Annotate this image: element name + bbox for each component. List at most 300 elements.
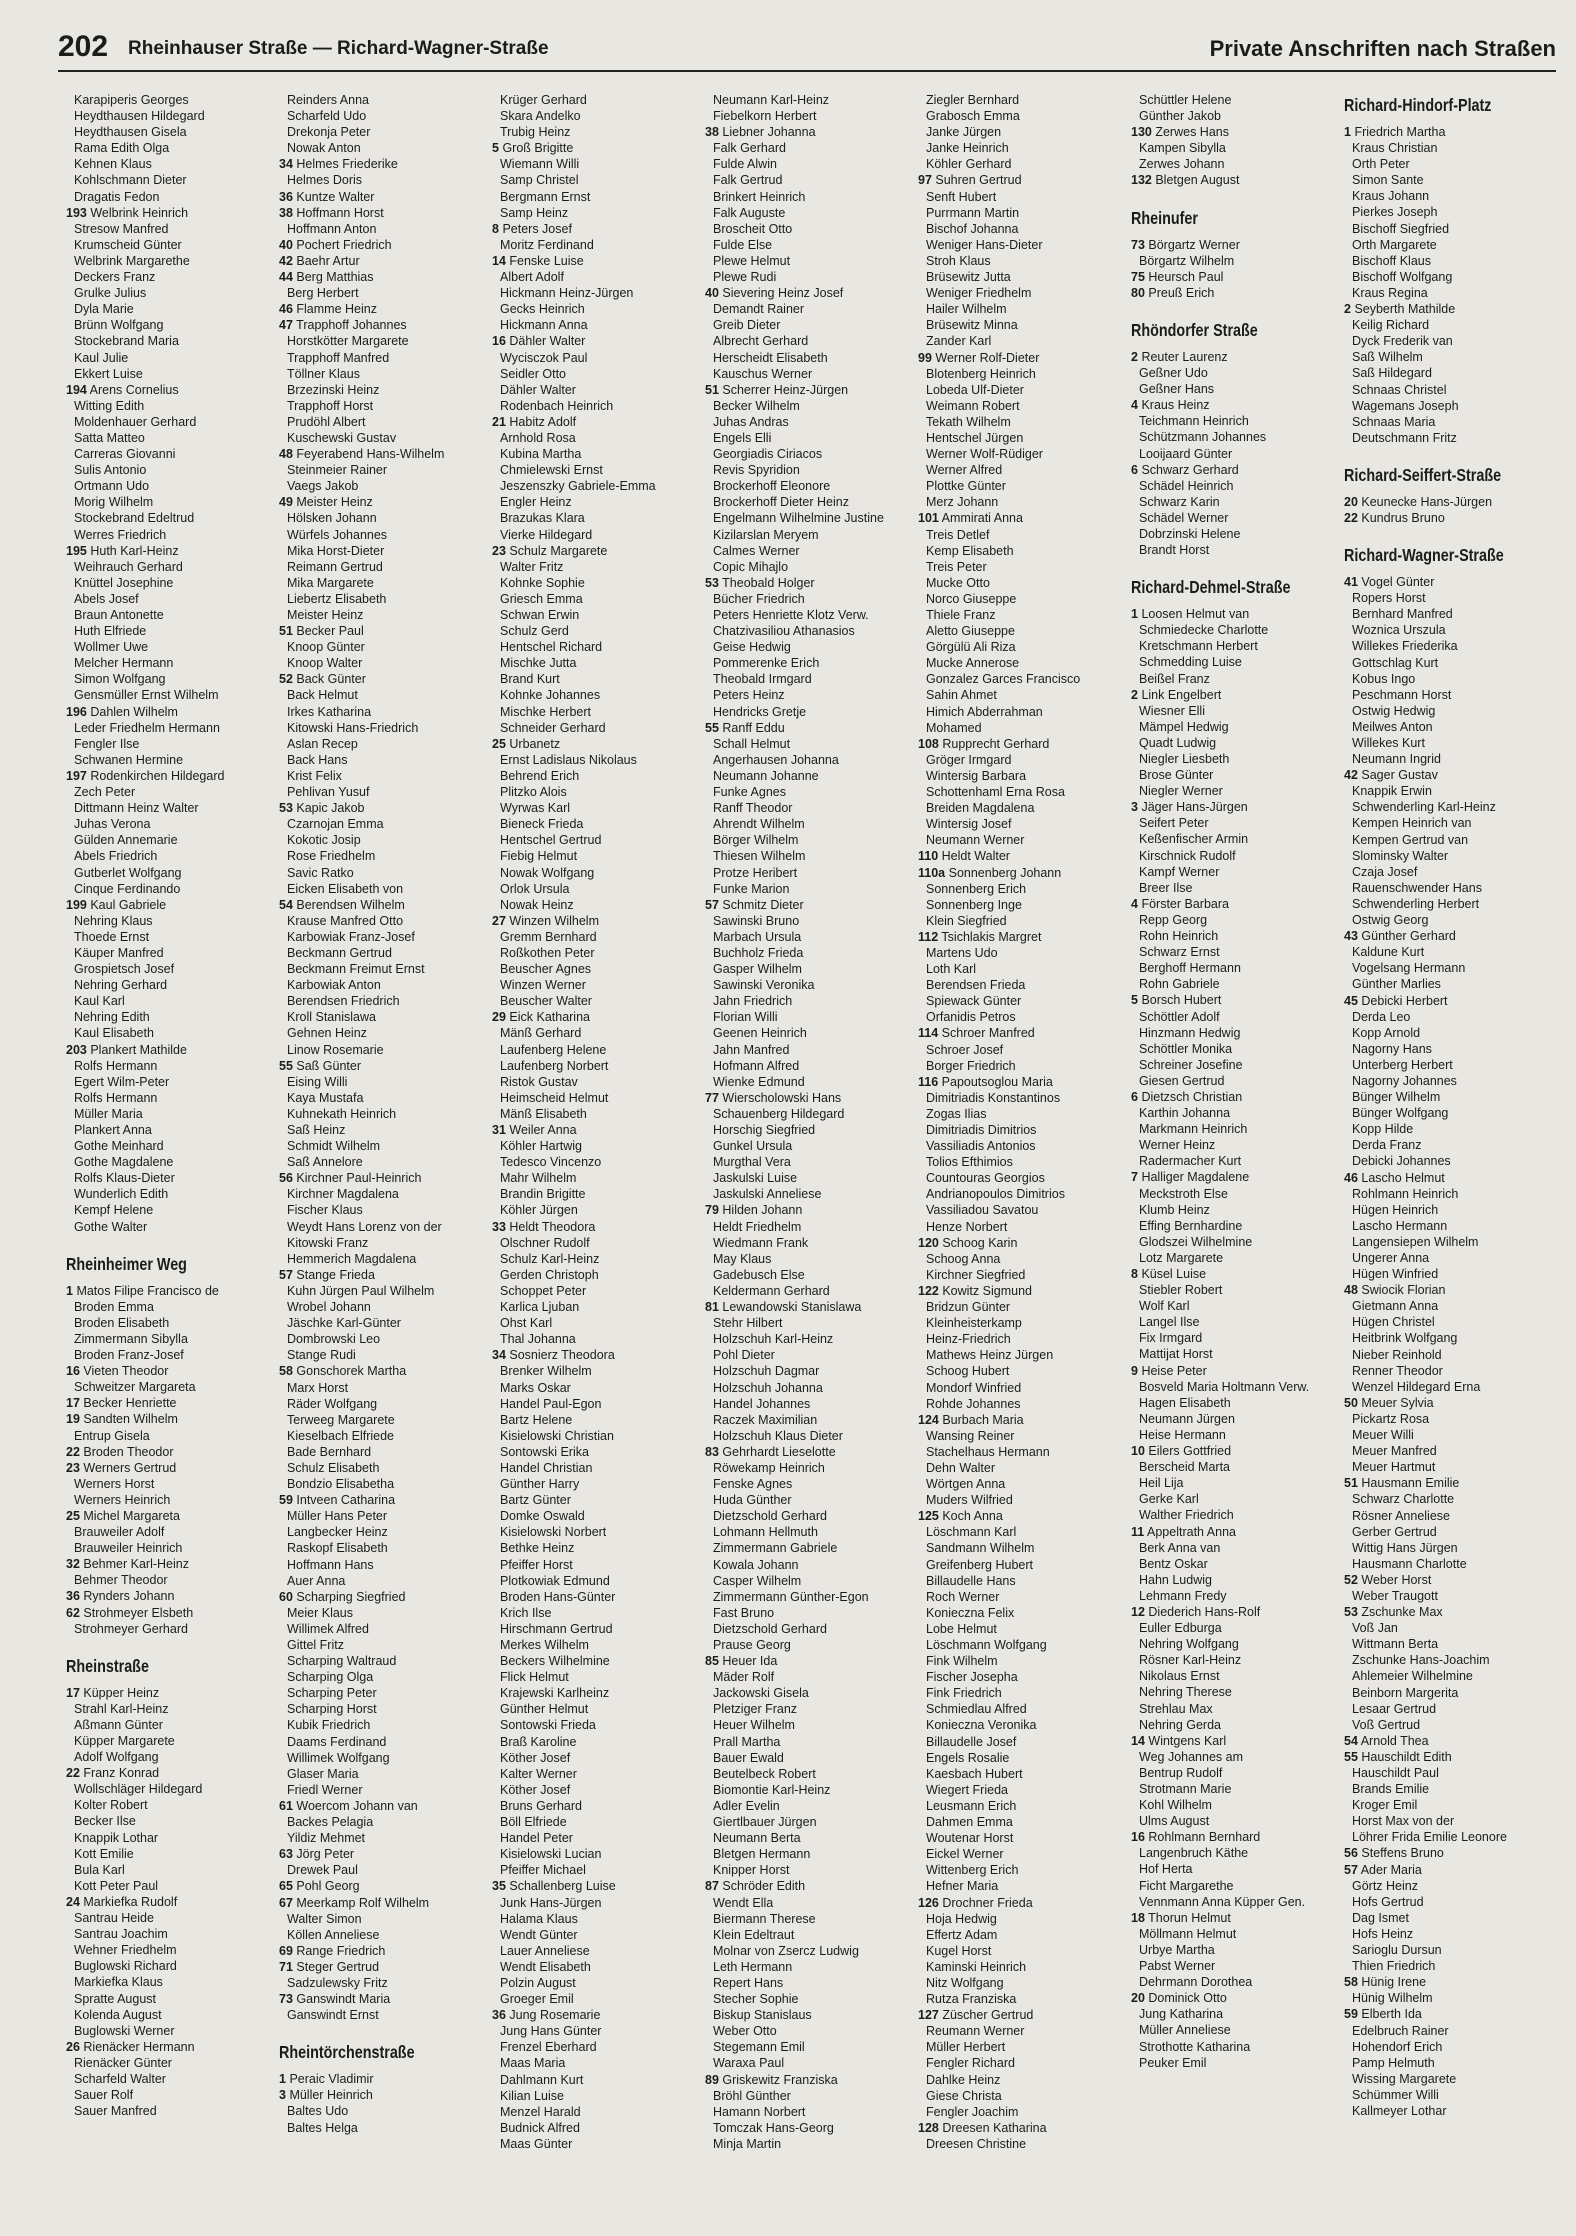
resident-name: Röwekamp Heinrich	[713, 1460, 825, 1475]
resident-name: Stachelhaus Hermann	[926, 1444, 1050, 1459]
address-entry	[1344, 1137, 1557, 1153]
resident-name: Börgartz Werner	[1148, 237, 1240, 252]
resident-name: Kallmeyer Lothar	[1352, 2103, 1447, 2118]
address-entry	[279, 366, 492, 382]
address-entry	[1131, 1958, 1344, 1974]
address-entry	[705, 350, 918, 366]
resident-name: Schmedding Luise	[1139, 655, 1242, 670]
address-entry	[492, 1878, 705, 1894]
address-entry	[1344, 1314, 1557, 1330]
address-entry	[1131, 2039, 1344, 2055]
resident-name: Hentschel Richard	[500, 640, 603, 655]
house-number: 34	[279, 157, 293, 172]
house-number: 6	[1131, 1089, 1138, 1104]
resident-name: Pletziger Franz	[713, 1702, 798, 1717]
resident-name: Kaminski Heinrich	[926, 1959, 1027, 1974]
address-entry	[705, 1154, 918, 1170]
resident-name: Schwenderling Karl-Heinz	[1352, 800, 1496, 815]
resident-name: Dähler Walter	[500, 382, 576, 397]
resident-name: Mahr Wilhelm	[500, 1171, 577, 1186]
address-entry	[1344, 398, 1557, 414]
resident-name: Werner Alfred	[926, 463, 1003, 478]
address-entry	[492, 1380, 705, 1396]
house-number: 97	[918, 173, 932, 188]
address-entry	[918, 784, 1131, 800]
address-entry	[279, 2007, 492, 2023]
address-entry	[1131, 1668, 1344, 1684]
address-entry	[705, 269, 918, 285]
resident-name: Dyla Marie	[74, 302, 134, 317]
resident-name: Behmer Karl-Heinz	[83, 1557, 189, 1572]
address-entry	[1344, 1330, 1557, 1346]
address-entry	[492, 736, 705, 752]
resident-name: Meuer Hartmut	[1352, 1460, 1436, 1475]
house-number: 5	[1131, 993, 1138, 1008]
resident-name: Peschmann Horst	[1352, 687, 1452, 702]
address-entry	[279, 1412, 492, 1428]
resident-name: Molnar von Zsercz Ludwig	[713, 1943, 859, 1958]
address-entry	[492, 1331, 705, 1347]
resident-name: Rohlmann Heinrich	[1352, 1186, 1459, 1201]
address-entry	[492, 2039, 705, 2055]
house-number: 54	[279, 897, 293, 912]
address-entry	[918, 1524, 1131, 1540]
house-number: 77	[705, 1090, 719, 1105]
address-entry	[279, 462, 492, 478]
resident-name: Liebner Johanna	[722, 125, 816, 140]
street-heading: Rheinstraße	[66, 1655, 149, 1676]
resident-name: Orth Margarete	[1352, 237, 1437, 252]
address-entry	[279, 430, 492, 446]
address-entry	[492, 752, 705, 768]
address-entry	[1131, 1572, 1344, 1588]
resident-name: Kempf Helene	[74, 1203, 154, 1218]
address-entry	[492, 913, 705, 929]
address-entry	[705, 1315, 918, 1331]
address-entry	[492, 977, 705, 993]
house-number: 87	[705, 1879, 719, 1894]
address-entry	[492, 494, 705, 510]
address-entry	[705, 430, 918, 446]
resident-name: Budnick Alfred	[500, 2120, 580, 2135]
resident-name: Revis Spyridion	[713, 463, 800, 478]
resident-name: Ziegler Bernhard	[926, 93, 1020, 107]
address-entry	[66, 945, 279, 961]
address-entry	[492, 1573, 705, 1589]
address-entry	[66, 720, 279, 736]
house-number: 10	[1131, 1444, 1145, 1459]
resident-name: Jeszenszky Gabriele-Emma	[500, 479, 656, 494]
resident-name: Laufenberg Norbert	[500, 1058, 609, 1073]
address-entry	[492, 285, 705, 301]
address-entry	[279, 784, 492, 800]
address-entry	[1131, 1797, 1344, 1813]
address-entry	[918, 301, 1131, 317]
house-number: 19	[66, 1412, 80, 1427]
address-entry	[492, 1589, 705, 1605]
resident-name: Stange Rudi	[287, 1348, 356, 1363]
resident-name: Krajewski Karlheinz	[500, 1686, 610, 1701]
address-entry	[1131, 1073, 1344, 1089]
address-entry	[279, 1283, 492, 1299]
resident-name: Eicken Elisabeth von	[287, 881, 404, 896]
address-entry	[705, 108, 918, 124]
resident-name: Thiesen Wilhelm	[713, 849, 806, 864]
resident-name: Handel Peter	[500, 1831, 573, 1846]
address-entry	[492, 1927, 705, 1943]
address-entry	[1131, 1009, 1344, 1025]
address-entry	[1131, 510, 1344, 526]
address-entry	[705, 1492, 918, 1508]
resident-name: Wissing Margarete	[1352, 2071, 1457, 2086]
resident-name: Leder Friedhelm Hermann	[74, 720, 220, 735]
address-entry	[1131, 1363, 1344, 1379]
address-entry	[279, 237, 492, 253]
address-entry	[918, 2104, 1131, 2120]
address-entry	[1344, 2006, 1557, 2022]
address-entry	[1131, 1910, 1344, 1926]
address-entry	[66, 800, 279, 816]
resident-name: Ficht Margarethe	[1139, 1878, 1234, 1893]
resident-name: Senft Hubert	[926, 189, 997, 204]
address-entry	[66, 1460, 279, 1476]
resident-name: Broden Emma	[74, 1299, 154, 1314]
address-entry	[66, 1974, 279, 1990]
resident-name: Kraus Christian	[1352, 141, 1438, 156]
address-entry	[492, 1476, 705, 1492]
resident-name: Ristok Gustav	[500, 1074, 578, 1089]
resident-name: Kaul Karl	[74, 994, 125, 1009]
resident-name: Diederich Hans-Rolf	[1148, 1604, 1261, 1619]
resident-name: Hoffmann Horst	[296, 205, 384, 220]
page-number: 202	[58, 30, 109, 63]
address-entry	[1131, 1443, 1344, 1459]
address-entry	[492, 1154, 705, 1170]
resident-name: Aslan Recep	[287, 736, 358, 751]
address-entry	[279, 1669, 492, 1685]
resident-name: Nikolaus Ernst	[1139, 1669, 1220, 1684]
address-entry	[705, 1685, 918, 1701]
address-entry	[1131, 1765, 1344, 1781]
address-entry	[1131, 1459, 1344, 1475]
address-entry	[1131, 976, 1344, 992]
resident-name: Berk Anna van	[1139, 1540, 1221, 1555]
resident-name: Schulz Karl-Heinz	[500, 1251, 600, 1266]
address-entry	[279, 1428, 492, 1444]
house-number: 83	[705, 1444, 719, 1459]
resident-name: Engelmann Wilhelmine Justine	[713, 511, 884, 526]
address-entry	[66, 510, 279, 526]
address-entry	[492, 221, 705, 237]
resident-name: Schulz Gerd	[500, 624, 569, 639]
resident-name: Wintgens Karl	[1148, 1733, 1227, 1748]
house-number: 59	[279, 1493, 293, 1508]
house-number: 36	[492, 2008, 506, 2023]
resident-name: Schröder Edith	[722, 1879, 806, 1894]
address-entry	[492, 961, 705, 977]
resident-name: Rolfs Hermann	[74, 1058, 158, 1073]
resident-name: Knüttel Josephine	[74, 575, 174, 590]
resident-name: Nagorny Johannes	[1352, 1073, 1457, 1088]
address-entry	[1131, 1507, 1344, 1523]
resident-name: Baltes Helga	[287, 2120, 358, 2135]
resident-name: Halliger Magdalene	[1141, 1170, 1250, 1185]
address-entry	[66, 2007, 279, 2023]
address-entry	[492, 1975, 705, 1991]
address-entry	[66, 124, 279, 140]
resident-name: Jahn Friedrich	[713, 994, 793, 1009]
house-number: 33	[492, 1219, 506, 1234]
address-entry	[66, 462, 279, 478]
resident-name: Kundrus Bruno	[1361, 510, 1445, 525]
address-entry	[66, 865, 279, 881]
address-entry	[279, 1862, 492, 1878]
address-entry	[1344, 1057, 1557, 1073]
resident-name: Billaudelle Josef	[926, 1734, 1017, 1749]
resident-name: Sahin Ahmet	[926, 688, 997, 703]
resident-name: Berendsen Wilhelm	[296, 897, 405, 912]
address-entry	[66, 1444, 279, 1460]
resident-name: Weber Otto	[713, 2024, 777, 2039]
house-number: 127	[918, 2008, 939, 2023]
resident-name: Pochert Friedrich	[296, 237, 392, 252]
address-entry	[705, 1186, 918, 1202]
resident-name: Appeltrath Anna	[1147, 1524, 1236, 1539]
house-number: 6	[1131, 462, 1138, 477]
resident-name: Czarnojan Emma	[287, 817, 384, 832]
address-entry	[918, 1943, 1131, 1959]
resident-name: Roch Werner	[926, 1589, 1000, 1604]
resident-name: Karapiperis Georges	[74, 93, 189, 107]
address-entry	[66, 1524, 279, 1540]
address-entry	[492, 623, 705, 639]
address-entry	[705, 301, 918, 317]
resident-name: Bieneck Frieda	[500, 817, 584, 832]
address-entry	[1131, 992, 1344, 1008]
resident-name: Rienäcker Hermann	[83, 2039, 195, 2054]
address-entry	[279, 2071, 492, 2087]
resident-name: Samp Heinz	[500, 205, 569, 220]
address-entry	[492, 172, 705, 188]
address-entry	[1344, 1733, 1557, 1749]
address-entry	[1344, 1620, 1557, 1636]
resident-name: Trubig Heinz	[500, 125, 571, 140]
house-number: 23	[66, 1460, 80, 1475]
resident-name: Kott Peter Paul	[74, 1878, 159, 1893]
resident-name: Wintersig Barbara	[926, 768, 1027, 783]
resident-name: Brandin Brigitte	[500, 1187, 586, 1202]
address-entry	[1344, 156, 1557, 172]
address-entry	[705, 2055, 918, 2071]
address-entry	[1344, 832, 1557, 848]
address-entry	[279, 1170, 492, 1186]
resident-name: Kraus Regina	[1352, 285, 1428, 300]
house-number: 11	[1131, 1524, 1145, 1539]
resident-name: Strotmann Marie	[1139, 1782, 1232, 1796]
resident-name: Schauenberg Hildegard	[713, 1106, 845, 1121]
resident-name: Aßmann Günter	[74, 1717, 163, 1732]
resident-name: Jung Katharina	[1139, 2007, 1224, 2022]
resident-name: Ganswindt Maria	[296, 1992, 391, 2007]
address-entry	[1344, 1250, 1557, 1266]
address-entry	[492, 881, 705, 897]
resident-name: Meister Heinz	[296, 495, 373, 510]
address-entry	[705, 1943, 918, 1959]
resident-name: Bischof Johanna	[926, 221, 1019, 236]
resident-name: Abels Friedrich	[74, 849, 158, 864]
directory-column	[492, 92, 705, 2228]
address-entry	[1131, 1186, 1344, 1202]
address-entry	[705, 993, 918, 1009]
resident-name: Vogelsang Hermann	[1352, 961, 1466, 976]
resident-name: Werres Friedrich	[74, 527, 167, 542]
address-entry	[492, 446, 705, 462]
address-entry	[1344, 1282, 1557, 1298]
address-entry	[1344, 1717, 1557, 1733]
address-entry	[1344, 815, 1557, 831]
address-entry	[279, 1621, 492, 1637]
address-entry	[1344, 1524, 1557, 1540]
resident-name: Eising Willi	[287, 1074, 348, 1089]
address-entry	[66, 752, 279, 768]
resident-name: Papoutsoglou Maria	[941, 1074, 1053, 1089]
house-number: 62	[66, 1605, 80, 1620]
address-entry	[1344, 1878, 1557, 1894]
address-entry	[1131, 526, 1344, 542]
address-entry	[492, 1943, 705, 1959]
address-entry	[1131, 912, 1344, 928]
address-entry	[66, 2023, 279, 2039]
address-entry	[1131, 960, 1344, 976]
resident-name: Brüsewitz Minna	[926, 318, 1018, 333]
resident-name: Savic Ratko	[287, 865, 354, 880]
resident-name: Hauschildt Edith	[1361, 1749, 1452, 1764]
resident-name: Hoffmann Hans	[287, 1557, 374, 1572]
resident-name: Fink Friedrich	[926, 1686, 1002, 1701]
resident-name: Saß Günter	[296, 1058, 362, 1073]
resident-name: Rohde Johannes	[926, 1396, 1021, 1411]
address-entry	[492, 317, 705, 333]
address-entry	[1344, 993, 1557, 1009]
address-entry	[1131, 1169, 1344, 1185]
resident-name: Fast Bruno	[713, 1605, 775, 1620]
address-entry	[492, 1090, 705, 1106]
resident-name: Günther Marlies	[1352, 977, 1441, 992]
address-entry	[1131, 1636, 1344, 1652]
resident-name: Bernhard Manfred	[1352, 607, 1453, 622]
address-entry	[66, 1347, 279, 1363]
address-entry	[492, 414, 705, 430]
resident-name: Mämpel Hedwig	[1139, 719, 1229, 734]
street-heading: Rheintörchenstraße	[279, 2042, 415, 2063]
address-entry	[492, 1251, 705, 1267]
address-entry	[918, 816, 1131, 832]
address-entry	[492, 1508, 705, 1524]
address-entry	[279, 591, 492, 607]
address-entry	[705, 1138, 918, 1154]
resident-name: Wollschläger Hildegard	[74, 1782, 203, 1797]
resident-name: Mischke Herbert	[500, 704, 591, 719]
resident-name: Orfanidis Petros	[926, 1010, 1016, 1025]
address-entry	[918, 1557, 1131, 1573]
resident-name: Breer Ilse	[1139, 880, 1193, 895]
address-entry	[705, 848, 918, 864]
resident-name: Frenzel Eberhard	[500, 2040, 597, 2055]
address-entry	[1131, 1733, 1344, 1749]
resident-name: Himich Abderrahman	[926, 704, 1043, 719]
address-entry	[492, 1138, 705, 1154]
resident-name: Ohst Karl	[500, 1316, 553, 1331]
resident-name: Jung Hans Günter	[500, 2024, 602, 2039]
resident-name: Marx Horst	[287, 1380, 349, 1395]
resident-name: Hentschel Gertrud	[500, 833, 602, 848]
resident-name: Kirchner Paul-Heinrich	[296, 1171, 422, 1186]
resident-name: Engels Rosalie	[926, 1750, 1010, 1765]
resident-name: Teichmann Heinrich	[1139, 414, 1249, 429]
address-entry	[492, 832, 705, 848]
address-entry	[705, 1251, 918, 1267]
address-entry	[66, 398, 279, 414]
address-entry	[492, 945, 705, 961]
address-entry	[279, 1701, 492, 1717]
street-heading: Richard-Seiffert-Straße	[1344, 464, 1502, 485]
address-entry	[918, 1830, 1131, 1846]
address-entry	[1344, 1749, 1557, 1765]
resident-name: Berghoff Hermann	[1139, 961, 1241, 976]
address-entry	[279, 1058, 492, 1074]
resident-name: Santrau Heide	[74, 1911, 154, 1926]
resident-name: Kapic Jakob	[296, 801, 365, 816]
resident-name: Gröger Irmgard	[926, 752, 1012, 767]
address-entry	[705, 913, 918, 929]
resident-name: Prause Georg	[713, 1638, 791, 1652]
address-entry	[918, 1782, 1131, 1798]
resident-name: Peuker Emil	[1139, 2055, 1207, 2070]
resident-name: Stockebrand Maria	[74, 334, 179, 349]
resident-name: Helmes Friederike	[296, 157, 398, 172]
resident-name: Heursch Paul	[1148, 269, 1224, 284]
resident-name: Scharfeld Walter	[74, 2071, 166, 2086]
address-entry	[705, 1428, 918, 1444]
resident-name: Dähler Walter	[509, 334, 586, 349]
address-entry	[1344, 1411, 1557, 1427]
address-entry	[279, 1943, 492, 1959]
address-entry	[1344, 382, 1557, 398]
address-entry	[279, 1444, 492, 1460]
resident-name: Börgartz Wilhelm	[1139, 253, 1235, 268]
resident-name: Nehring Therese	[1139, 1685, 1232, 1700]
address-entry	[705, 382, 918, 398]
resident-name: Holzschuh Dagmar	[713, 1364, 820, 1379]
address-entry	[279, 607, 492, 623]
address-entry	[1131, 799, 1344, 815]
resident-name: Gothe Meinhard	[74, 1139, 164, 1154]
resident-name: Schulz Margarete	[509, 543, 608, 558]
resident-name: Huth Karl-Heinz	[90, 543, 179, 558]
resident-name: Ulms August	[1139, 1814, 1210, 1829]
resident-name: Feyerabend Hans-Wilhelm	[296, 447, 445, 462]
resident-name: Demandt Rainer	[713, 302, 805, 317]
address-entry	[66, 301, 279, 317]
address-entry	[66, 1154, 279, 1170]
address-entry	[1131, 1556, 1344, 1572]
address-entry	[492, 655, 705, 671]
resident-name: Czaja Josef	[1352, 864, 1418, 879]
address-entry	[918, 1202, 1131, 1218]
resident-name: Loosen Helmut van	[1141, 607, 1250, 622]
address-entry	[492, 1814, 705, 1830]
resident-name: Zech Peter	[74, 785, 136, 800]
